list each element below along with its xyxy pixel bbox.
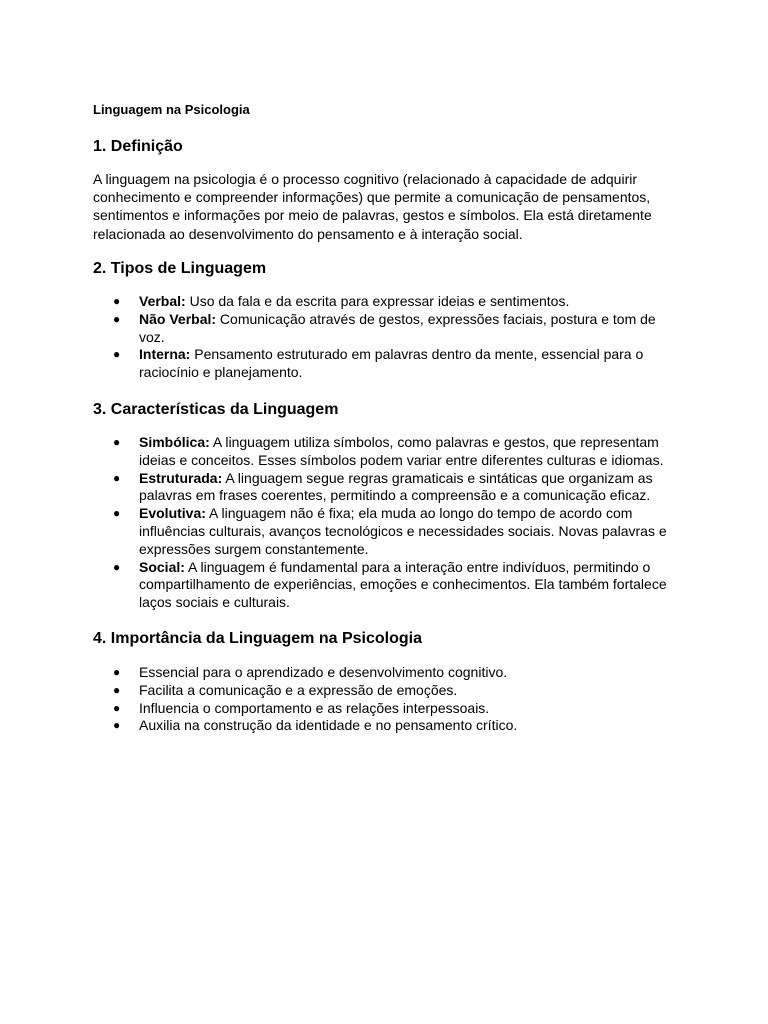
- item-text: Uso da fala e da escrita para expressar ideias e sentimentos.: [185, 293, 570, 309]
- bullet-icon: ●: [113, 682, 121, 697]
- item-term: Interna:: [139, 346, 191, 363]
- bullet-icon: ●: [113, 718, 121, 733]
- item-term: Verbal:: [139, 293, 186, 309]
- item-text: A linguagem é fundamental para a interação entre indivíduos, permitindo o compartilhamento de experiências, emoções e conhecimentos. Ela também fortalece laços sociais e culturais.: [139, 558, 667, 611]
- section-heading-caracteristicas: 3. Características da Linguagem: [93, 401, 339, 418]
- document-title: Linguagem na Psicologia: [93, 102, 250, 117]
- item-text: A linguagem utiliza símbolos, como palavras e gestos, que representam ideias e conceitos. Esses símbolos podem variar entre diferentes culturas e idiomas.: [139, 434, 664, 468]
- list-item: [93, 346, 681, 382]
- bullet-icon: ●: [113, 294, 121, 308]
- item-text: Pensamento estruturado em palavras dentro da mente, essencial para o raciocínio e planejamento.: [139, 346, 644, 381]
- bullet-icon: ●: [113, 665, 121, 679]
- item-text: Essencial para o aprendizado e desenvolvimento cognitivo.: [139, 664, 508, 680]
- bullet-icon: ●: [113, 435, 121, 449]
- bullet-icon: ●: [113, 506, 121, 521]
- item-text: A linguagem não é fixa; ela muda ao longo do tempo de acordo com influências culturais, avanços tecnológicos e necessidades sociais. Novas palavras e expressões surgem constantemente.: [139, 505, 667, 557]
- list-item: [93, 293, 681, 311]
- item-term: Não Verbal:: [139, 310, 217, 327]
- definition-paragraph: A linguagem na psicologia é o processo cognitivo (relacionado à capacidade de adquirir conhecimento e compreender informações) que permite a comunicação de pensamentos, sentimentos e informações por meio de palavras, gestos e símbolos. Ela está diretamente relacionada ao desenvolvimento do pensamento e à interação social.: [93, 171, 652, 242]
- list-item: [93, 434, 681, 470]
- list-item: [93, 664, 681, 682]
- item-term: Estruturada:: [139, 469, 223, 486]
- list-item: [93, 311, 681, 347]
- list-item: [93, 700, 681, 718]
- item-text: A linguagem segue regras gramaticais e sintáticas que organizam as palavras em frases coerentes, permitindo a compreensão e a comunicação eficaz.: [139, 469, 653, 504]
- item-text: Facilita a comunicação e a expressão de emoções.: [139, 681, 458, 698]
- section-heading-definicao: 1. Definição: [93, 138, 183, 155]
- section-heading-importancia: 4. Importância da Linguagem na Psicologia: [93, 630, 422, 647]
- list-item: [93, 505, 681, 558]
- list-item: [93, 559, 681, 612]
- bullet-icon: ●: [113, 470, 121, 485]
- item-text: Influencia o comportamento e as relações interpessoais.: [139, 699, 490, 716]
- item-text: Auxilia na construção da identidade e no pensamento crítico.: [139, 717, 518, 734]
- item-term: Social:: [139, 558, 185, 575]
- bullet-icon: ●: [113, 347, 121, 362]
- item-text: Comunicação através de gestos, expressões faciais, postura e tom de voz.: [139, 310, 656, 345]
- bullet-icon: ●: [113, 559, 121, 574]
- item-term: Simbólica:: [139, 434, 210, 450]
- bullet-icon: ●: [113, 700, 121, 715]
- item-term: Evolutiva:: [139, 505, 206, 522]
- caracteristicas-list: [93, 434, 681, 612]
- importancia-list: [93, 664, 681, 735]
- tipos-list: [93, 293, 681, 382]
- section-heading-tipos: 2. Tipos de Linguagem: [93, 260, 267, 277]
- list-item: [93, 470, 681, 506]
- bullet-icon: ●: [113, 311, 121, 326]
- list-item: [93, 717, 681, 735]
- list-item: [93, 682, 681, 700]
